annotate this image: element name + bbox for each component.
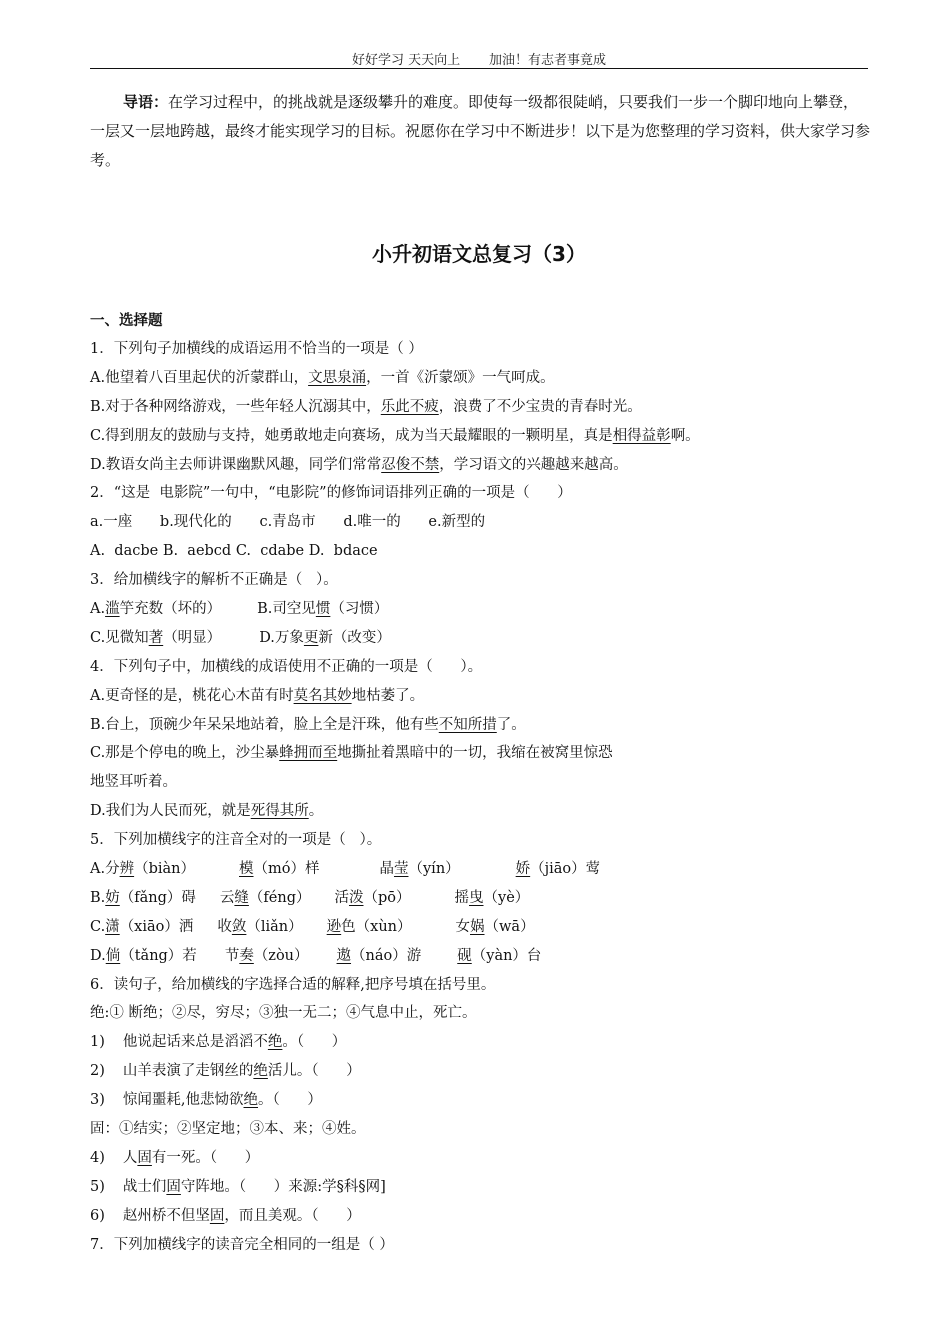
underlined-char: 更 <box>303 629 319 646</box>
q5-option-b: B.妨（fǎng）碍 云缝（féng） 活泼（pō） 摇曳（yè） <box>90 889 530 906</box>
header-left-text: 好好学习 天天向上 <box>351 53 461 68</box>
q4-option-b: B.台上，顶碗少年呆呆地站着，脸上全是汗珠，他有些不知所措了。 <box>90 716 526 733</box>
underlined-char: 著 <box>148 629 164 646</box>
underlined-word: 相得益彰 <box>612 427 671 444</box>
q5-stem: 5．下列加横线字的注音全对的一项是（ ）。 <box>90 832 382 849</box>
header-rule <box>90 68 868 69</box>
q6-sentence-6: 6) 赵州桥不但坚固，而且美观。（ ） <box>90 1207 361 1224</box>
underlined-word: 忍俊不禁 <box>381 456 440 473</box>
intro-text: 在学习过程中，的挑战就是逐级攀升的难度。即使每一级都很陡峭，只要我们一步一个脚印地向上攀登，一层又一层地跨越，最终才能实现学习的目标。祝愿你在学习中不断进步！以下是为您整理的学习资料，供大家学习参考。 <box>90 93 871 169</box>
q4-option-a: A.更奇怪的是，桃花心木苗有时莫名其妙地枯萎了。 <box>90 687 425 704</box>
q5-option-c: C.潇（xiāo）洒 收敛（liǎn） 逊色（xùn） 女娲（wā） <box>90 918 535 935</box>
q4-stem: 4．下列句子中，加横线的成语使用不正确的一项是（ ）。 <box>90 658 483 675</box>
q6-sentence-3: 3) 惊闻噩耗,他悲恸欲绝。（ ） <box>90 1092 322 1109</box>
page-header <box>90 49 868 68</box>
q1-option-c: C.得到朋友的鼓励与支持，她勇敢地走向赛场，成为当天最耀眼的一颗明星，真是相得益彰啊。 <box>90 427 700 444</box>
q1-option-b: B.对于各种网络游戏，一些年轻人沉溺其中，乐此不疲，浪费了不少宝贵的青春时光。 <box>90 398 642 415</box>
q1-option-d: D.教语女尚主去师讲课幽默风趣，同学们常常忍俊不禁，学习语文的兴趣越来越高。 <box>90 456 628 473</box>
underlined-char: 滥 <box>105 601 120 618</box>
intro-label: 导语： <box>123 93 169 111</box>
q1-stem: 1．下列句子加横线的成语运用不恰当的一项是（ ） <box>90 341 423 357</box>
q6-jue-definitions: 绝:① 断绝；②尽，穷尽；③独一无二；④气息中止，死亡。 <box>90 1005 477 1022</box>
q1-option-a: A.他望着八百里起伏的沂蒙群山，文思泉涌，一首《沂蒙颂》一气呵成。 <box>90 369 555 386</box>
q6-gu-definitions: 固：①结实；②坚定地；③本、来；④姓。 <box>90 1121 366 1138</box>
q6-sentence-1: 1) 他说起话来总是滔滔不绝。（ ） <box>90 1034 347 1051</box>
underlined-word: 文思泉涌 <box>308 369 367 386</box>
underlined-char: 惯 <box>315 601 331 618</box>
q3-row-1: A.滥竽充数（坏的） B.司空见惯（习惯） <box>90 601 389 618</box>
q6-sentence-4: 4) 人固有一死。（ ） <box>90 1149 260 1166</box>
q4-option-d: D.我们为人民而死，就是死得其所。 <box>90 803 324 820</box>
q2-items: a.一座 b.现代化的 c.青岛市 d.唯一的 e.新型的 <box>90 514 486 531</box>
q6-sentence-2: 2) 山羊表演了走钢丝的绝活儿。（ ） <box>90 1063 361 1080</box>
section-heading: 一、选择题 <box>90 313 163 329</box>
q7-stem: 7．下列加横线字的读音完全相同的一组是（ ） <box>90 1236 394 1253</box>
q4-option-c-cont: 地竖耳听着。 <box>90 774 177 791</box>
intro-paragraph <box>90 88 870 175</box>
q4-option-c: C.那是个停电的晚上，沙尘暴蜂拥而至地撕扯着黑暗中的一切，我缩在被窝里惊恐 <box>90 745 613 762</box>
q6-sentence-5: 5) 战士们固守阵地。（ ）来源:学§科§网] <box>90 1178 386 1195</box>
q2-stem: 2．“这是 电影院”一句中，“电影院”的修饰词语排列正确的一项是（ ） <box>90 485 572 502</box>
underlined-word: 蜂拥而至 <box>279 745 338 762</box>
q3-stem: 3．给加横线字的解析不正确是（ ）。 <box>90 572 338 589</box>
underlined-word: 乐此不疲 <box>380 398 439 415</box>
underlined-word: 不知所措 <box>438 716 497 733</box>
underlined-word: 死得其所 <box>250 803 309 820</box>
q5-option-a: A.分辨（biàn） 模（mó）样 晶莹（yín） 娇（jiāo）莺 <box>90 861 601 878</box>
q2-answers: A. dacbe B. aebcd C. cdabe D. bdace <box>90 543 378 560</box>
document-title: 小升初语文总复习（3） <box>372 242 586 266</box>
header-right-text: 加油！有志者事竟成 <box>489 53 607 68</box>
q5-option-d: D.倘（tǎng）若 节奏（zòu） 遨（náo）游 砚（yàn）台 <box>90 947 542 964</box>
q6-stem: 6．读句子，给加横线的字选择合适的解释,把序号填在括号里。 <box>90 976 496 993</box>
questions-body <box>90 335 880 1260</box>
q3-row-2: C.见微知著（明显） D.万象更新（改变） <box>90 629 391 646</box>
underlined-word: 莫名其妙 <box>293 687 352 704</box>
